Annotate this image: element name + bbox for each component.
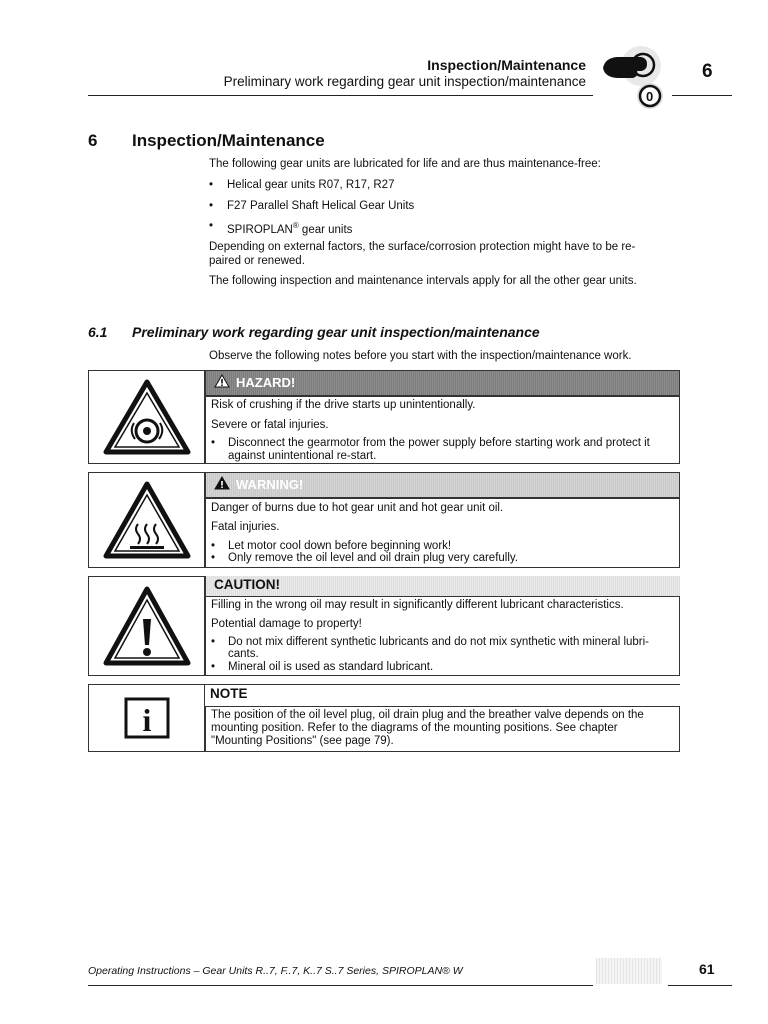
note-icon-cell [88, 684, 205, 752]
section-intro: The following gear units are lubricated for life and are thus maintenance-free: [209, 158, 601, 170]
hazard-text-cell [205, 396, 680, 464]
footer-pattern [596, 958, 662, 984]
warning-signal-bar [205, 472, 680, 498]
logo-letter-i: I [639, 58, 643, 74]
subsection-number: 6.1 [88, 324, 108, 340]
warning-icon-cell [88, 472, 205, 568]
exclamation-warning-icon [102, 585, 192, 667]
note-header [205, 684, 680, 706]
caution-label: CAUTION! [214, 577, 280, 592]
caution-bullet-1-line-1: Do not mix different synthetic lubricants and do not mix synthetic with mineral lubri- [228, 636, 650, 648]
list-item-text [227, 219, 352, 237]
warning-line-1: Danger of burns due to hot gear unit and hot gear unit oil. [211, 502, 504, 514]
list-item [209, 199, 681, 213]
warning-text-cell [205, 498, 680, 568]
hazard-bullet-line-1: Disconnect the gearmotor from the power supply before starting work and protect it [228, 437, 650, 449]
page-number: 61 [699, 961, 715, 977]
caution-icon-cell [88, 576, 205, 676]
footer-rule [88, 985, 593, 986]
caution-signal-bar [205, 576, 680, 596]
subsection-title: Preliminary work regarding gear unit inspection/maintenance [132, 324, 540, 340]
bullet-dot: • [209, 200, 214, 212]
warning-bullet-1: Let motor cool down before beginning work! [228, 540, 452, 552]
caution-line-2: Potential damage to property! [211, 618, 362, 630]
warning-bullet-2: Only remove the oil level and oil drain plug very carefully. [228, 552, 518, 564]
warning-label: WARNING! [236, 477, 304, 492]
bullet-dot: • [211, 540, 216, 552]
bullet-dot: • [209, 220, 214, 232]
logo-letter-0: 0 [646, 89, 654, 104]
registered-mark: ® [292, 221, 299, 230]
bullet-dot: • [209, 179, 214, 191]
header-subtitle: Preliminary work regarding gear unit inspection/maintenance [223, 74, 586, 89]
hazard-signal-bar [205, 370, 680, 396]
warning-triangle-icon [214, 372, 230, 396]
chapter-number: 6 [702, 61, 713, 82]
caution-text-cell [205, 596, 680, 676]
hazard-bullet-line-2: against unintentional re-start. [228, 450, 377, 462]
hazard-label: HAZARD! [236, 375, 296, 390]
note-line-3: "Mounting Positions" (see page 79). [211, 735, 394, 747]
note-line-2: mounting position. Refer to the diagrams of the mounting positions. See chapter [211, 722, 618, 734]
info-glyph: i [142, 702, 151, 738]
bullet-dot: • [211, 636, 216, 648]
hazard-line-2: Severe or fatal injuries. [211, 419, 329, 431]
footer-rule-right [668, 985, 732, 986]
caution-line-1: Filling in the wrong oil may result in significantly different lubricant characteristics. [211, 599, 624, 611]
footer-text: Operating Instructions – Gear Units R..7, F..7, K..7 S..7 Series, SPIROPLAN® W [88, 965, 463, 977]
note-label: NOTE [210, 686, 248, 701]
product-suffix: gear units [298, 223, 353, 236]
corrosion-paragraph-line-1: Depending on external factors, the surface/corrosion protection might have to be re- [209, 241, 636, 253]
product-name: SPIROPLAN [227, 223, 293, 236]
header-title: Inspection/Maintenance [427, 57, 586, 73]
list-item-text: Helical gear units R07, R17, R27 [227, 179, 395, 191]
header-rule-right [672, 95, 732, 96]
warning-line-2: Fatal injuries. [211, 521, 280, 533]
caution-bullet-2: Mineral oil is used as standard lubricant. [228, 661, 434, 673]
caution-bullet-1-line-2: cants. [228, 648, 259, 660]
corrosion-paragraph-line-2: paired or renewed. [209, 255, 305, 267]
warning-triangle-icon [214, 474, 230, 498]
note-text-cell [205, 706, 680, 752]
section-number: 6 [88, 131, 98, 150]
list-item [209, 178, 681, 192]
subsection-intro: Observe the following notes before you start with the inspection/maintenance work. [209, 350, 632, 362]
section-title: Inspection/Maintenance [132, 131, 325, 150]
header-rule [88, 95, 593, 96]
hot-surface-icon [102, 480, 192, 560]
hazard-icon-cell [88, 370, 205, 464]
info-icon [123, 696, 171, 740]
maintenance-hand-icon [597, 44, 671, 114]
bullet-dot: • [211, 661, 216, 673]
note-line-1: The position of the oil level plug, oil drain plug and the breather valve depends on the [211, 709, 644, 721]
list-item-text: F27 Parallel Shaft Helical Gear Units [227, 200, 415, 212]
intervals-paragraph: The following inspection and maintenance intervals apply for all the other gear units. [209, 275, 637, 287]
hazard-line-1: Risk of crushing if the drive starts up unintentionally. [211, 399, 476, 411]
list-item [209, 219, 681, 236]
bullet-dot: • [211, 437, 216, 449]
crushing-hazard-icon [102, 378, 192, 456]
bullet-dot: • [211, 552, 216, 564]
